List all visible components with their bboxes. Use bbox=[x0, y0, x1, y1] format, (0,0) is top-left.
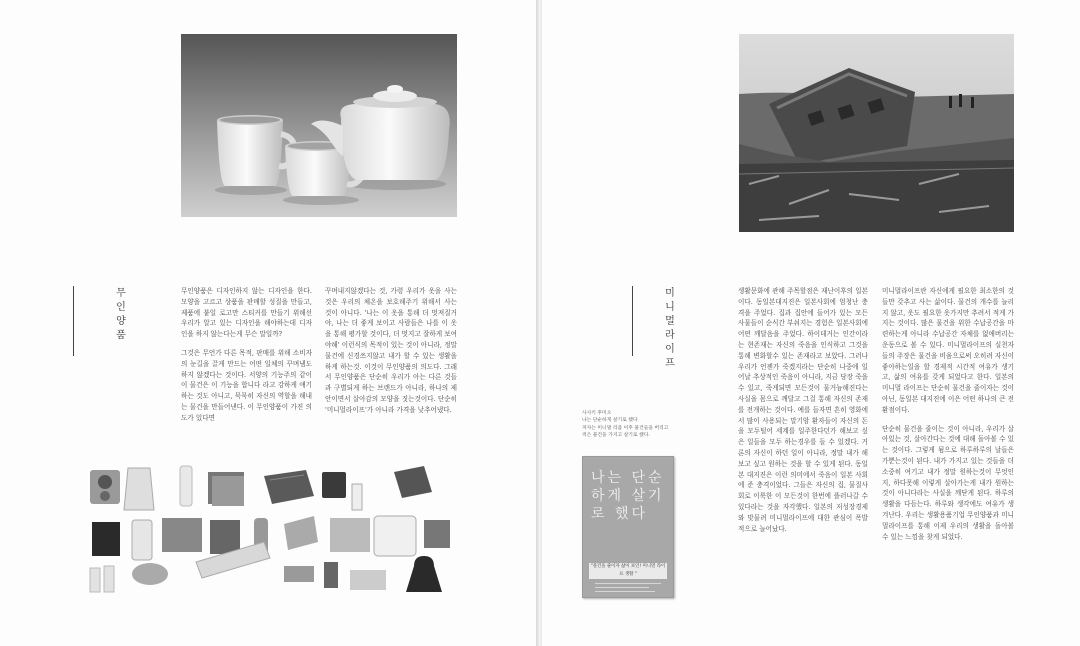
article-column-1 bbox=[181, 286, 312, 432]
title-char: 니 bbox=[665, 302, 675, 313]
paragraph: 무인양품은 디자인하지 않는 디자인을 한다. 모양을 고르고 상품을 판매할 성질을 만들고, 제품에 붙일 로고만 스티커를 만들기 위해선 우리가 알고 있는 디자인을 해야하는데 디자인을 하지 않는다는게 무슨 말일까? bbox=[181, 287, 312, 339]
title-char: 프 bbox=[665, 358, 675, 369]
section-title-minimal-life bbox=[664, 287, 676, 371]
tableware-photo bbox=[181, 34, 457, 217]
book-line bbox=[595, 587, 649, 588]
earthquake-photo bbox=[739, 34, 1014, 232]
section-rule bbox=[73, 286, 74, 356]
title-char: 인 bbox=[116, 302, 126, 313]
book-caption bbox=[582, 410, 692, 440]
right-page bbox=[542, 0, 1080, 646]
paragraph: 꾸며내지않겠다는 것, 가령 우리가 옷을 사는 것은 우리의 체온을 보호해주기 위해서 사는 것이 아니다. '나는 이 옷을 통해 더 멋져질거야, 나는 더 좋게 보이고 사람들은 나를 이 옷을 통해 평가할 것이다, 더 멋지고 잘하게 보여야해' 이런식의 목적이 있는 것이 아니라, 정말 물건에 신경쓰지않고 내가 할 수 있는 생활을 하게 하는것. 이것이 무인양품의 의도다. 그래서 무인양품은 단순히 우리가 아는 다른 것들과 구별되게 하는 브랜드가 아니라, 하나의 제안이면서 살아감의 모양을 짓는것이다. 단순히 '미니멀라이프'가 아니라 가격을 낮추어냈다. bbox=[325, 287, 457, 414]
section-title-muji bbox=[115, 287, 127, 343]
title-char: 이 bbox=[665, 344, 675, 355]
title-char: 품 bbox=[116, 330, 126, 341]
title-char: 멀 bbox=[665, 316, 675, 327]
section-rule bbox=[632, 286, 633, 356]
caption-line: 적은 물건을 가지고 살기로 했다. bbox=[582, 433, 650, 439]
paragraph: 그것은 무언가 다른 목적, 판매를 위해 소비자의 눈길을 끌게 만드는 어떤 일체의 꾸며냄도 하지 않겠다는 것이다. 서양의 기능주의 같이 이 물건은 이 기능을 합니다 라고 강하게 얘기하는 것도 아니고, 묵묵히 자신의 역할을 해내는 물건을 만들어낸다. 이 무인양품이 가진 의도가 있다면 bbox=[181, 348, 312, 422]
paragraph: 미니멀라이프란 자신에게 필요한 최소한의 것들만 갖추고 사는 삶이다. 물건의 개수를 늘리지 않고, 옷도 필요한 옷가지만 추려서 적게 가지는 것이다. 많은 물건을 위한 수납공간을 마련하는게 아니라 수납공간 자체를 없애버리는 운동으로 볼 수 있다. 미니멀라이프의 실천자들의 주장은 물건을 비움으로써 오히려 자신이 좋아하는일을 할 경제적 시간적 여유가 생기고, 삶의 여유를 갖게 되었다고 한다. 일본의 미니멀 라이프는 단순히 물건을 줄이자는 것이 아닌, 동일본 대지진에 이은 어떤 하나의 큰 전환점이다. bbox=[882, 287, 1014, 414]
book-subtitle: "물건을 줄이자 삶이 보인! 미니멀 라이프 생활 " bbox=[590, 564, 666, 577]
article-column-2 bbox=[882, 286, 1014, 550]
caption-line: 저자는 미니멀 리즘 이후 물건들을 버리고 bbox=[582, 425, 669, 431]
paragraph: 생활문화에 관해 주목할점은 재난이후의 일본이다. 동일본대지진은 일본사회에 엄청난 충격을 주었다. 집과 집안에 들어가 있는 모든 사물들이 순식간 부숴지는 경험은 일본사회에 어떤 깨달음을 주었다. 하이데거는 인간이라는 현존재는 자신의 죽음을 인식하고 그것을 통해 변화할수 있는 존재라고 보았다. 그러나 우리가 언젠가 죽겠지라는 단순히 나중에 일어날 추상적인 죽음이 아니라, 지금 당장 죽을 수 있고, 죽게되면 모든것이 물거늉해진다는 사실을 몸으로 깨달고 그걸 통해 자신의 존재를 전개하는 것이다. 예를 들자면 흔히 영화에서 많이 사용되는 말기암 환자들이 자신의 돈을 모두털어 세계를 일주한다던가 해보고 싶은 일들을 모두 하는경우를 들 수 있겠다. 거론의 자신이 하던 일이 아니라, 정말 내가 해보고 싶고 원하는 것을 할 수 있게 된다. 동일본 대지진은 이런 의미에서 죽음이 일본 사회에 준 충격이었다. 그들은 자신의 집, 물질사회로 이룩한 이 모든것이 한번에 플러나갈 수 있다라는 것을 자각했다. 일본의 저성장경제와 맞물려 미니멀라이프에 대한 관심이 폭발적으로 늘어났다. bbox=[738, 287, 868, 533]
left-page bbox=[0, 0, 538, 646]
caption-line: 사사키 후미오 bbox=[582, 411, 612, 416]
book-line bbox=[595, 591, 655, 592]
title-char: 양 bbox=[116, 316, 126, 327]
title-char: 라 bbox=[665, 330, 675, 341]
muji-products-photo bbox=[84, 462, 462, 598]
title-char: 미 bbox=[665, 288, 675, 299]
paragraph: 단순히 물건을 줄이는 것이 아니라, 우리가 살아있는 것, 살아간다는 것에 대해 돌아볼 수 있는 것이다. 그렇게 됨으로 하루하루의 날들은 가뿐는것이 된다. 내가 가지고 있는 것들을 더 소중히 여기고 내가 정말 원하는것이 무엇인지, 하다못해 이렇게 살아가는게 내가 원하는 것이 아니다라는 사실을 깨닫게 된다. 하루의 생활을 다듬는다. 하루와 생각에도 여유가 생겨난다. 우리는 생활용품기업 무인양품과 미니멀라이프를 통해 이제 우리의 생활을 돌아볼 수 있는 느낌을 찾게 되었다. bbox=[882, 424, 1014, 541]
book-title: 나는 단순하게 살기로 했다 bbox=[591, 470, 665, 522]
article-column-2 bbox=[325, 286, 457, 424]
caption-line: 나는 단순하게 살기로 했다 bbox=[582, 418, 638, 424]
title-char: 무 bbox=[116, 288, 126, 299]
book-cover bbox=[582, 456, 674, 598]
book-line bbox=[595, 583, 661, 584]
article-column-1 bbox=[738, 286, 868, 542]
